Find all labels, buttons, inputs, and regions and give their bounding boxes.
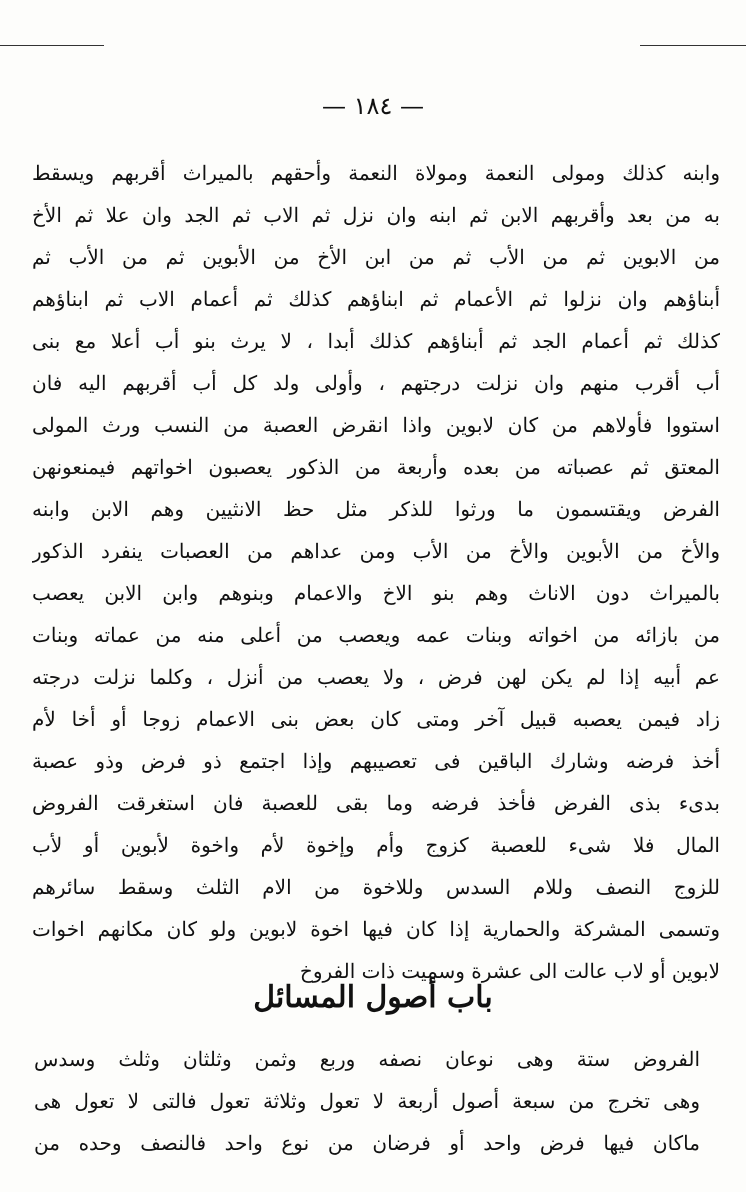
text-line: الفرض ويقتسمون ما ورثوا للذكر مثل حظ الانثيين وهم الابن وابنه <box>32 497 720 521</box>
text-line: لابوين أو لاب عالت الى عشرة وسميت ذات الفروخ <box>299 959 720 983</box>
text-line: عم أبيه إذا لم يكن لهن فرض ، ولا يعصب من أنزل ، وكلما نزلت درجته <box>32 665 720 689</box>
paragraph-2 <box>34 1038 700 1164</box>
text-line: من بازائه من اخواته وبنات عمه ويعصب من أعلى منه من عماته وبنات <box>32 623 720 647</box>
text-line: المال فلا شىء للعصبة كزوج وأم وإخوة لأم واخوة لأبوين أو لأب <box>32 833 720 857</box>
section-heading: باب أصول المسائل <box>253 980 493 1015</box>
text-line: بدىء بذى الفرض فأخذ فرضه وما بقى للعصبة فان استغرقت الفروض <box>32 791 720 815</box>
text-line: ماكان فيها فرض واحد أو فرضان من نوع واحد فالنصف وحده من <box>34 1131 700 1155</box>
page-number: — ١٨٤ — <box>322 92 424 120</box>
text-line: به من بعد وأقربهم الابن ثم ابنه وان نزل ثم الاب ثم الجد وان علا ثم الأخ <box>32 203 720 227</box>
paragraph-1 <box>32 152 720 992</box>
text-line: وتسمى المشركة والحمارية إذا كان فيها اخوة لابوين ولو كان مكانهم اخوات <box>32 917 720 941</box>
text-line: بالميراث دون الاناث وهم بنو الاخ والاعمام وبنوهم وابن الابن يعصب <box>32 581 720 605</box>
text-line: أخذ فرضه وشارك الباقين فى تعصيبهم وإذا اجتمع ذو فرض وذو عصبة <box>32 749 720 773</box>
text-line: للزوج النصف وللام السدس وللاخوة من الام الثلث وسقط سائرهم <box>32 875 720 899</box>
text-line: الفروض ستة وهى نوعان نصفه وربع وثمن وثلثان وثلث وسدس <box>34 1047 700 1071</box>
top-rule-right <box>640 45 746 46</box>
text-line: والأخ من الأبوين والأخ من الأب ومن عداهم من العصبات ينفرد الذكور <box>32 539 720 563</box>
text-line: زاد فيمن يعصبه قبيل آخر ومتى كان بعض بنى الاعمام زوجا أو أخا لأم <box>32 707 720 731</box>
text-line: وابنه كذلك ومولى النعمة ومولاة النعمة وأحقهم بالميراث أقربهم ويسقط <box>32 161 720 185</box>
text-line: المعتق ثم عصباته من بعده وأربعة من الذكور يعصبون اخواتهم فيمنعونهن <box>32 455 720 479</box>
text-line: أب أقرب منهم وان نزلت درجتهم ، وأولى ولد كل أب أقربهم اليه فان <box>32 371 720 395</box>
top-rule-left <box>0 45 104 46</box>
text-line: أبناؤهم وان نزلوا ثم الأعمام ثم ابناؤهم كذلك ثم أعمام الاب ثم ابناؤهم <box>32 287 720 311</box>
text-line: كذلك ثم أعمام الجد ثم أبناؤهم كذلك أبدا ، لا يرث بنو أب أعلا مع بنى <box>32 329 720 353</box>
text-line: استووا فأولاهم من كان لابوين واذا انقرض العصبة من النسب ورث المولى <box>32 413 720 437</box>
text-line: وهى تخرج من سبعة أصول أربعة لا تعول وثلاثة تعول فالتى لا تعول هى <box>34 1089 700 1113</box>
text-line: من الابوين ثم من الأب ثم من ابن الأخ من الأبوين ثم من الأب ثم <box>32 245 720 269</box>
